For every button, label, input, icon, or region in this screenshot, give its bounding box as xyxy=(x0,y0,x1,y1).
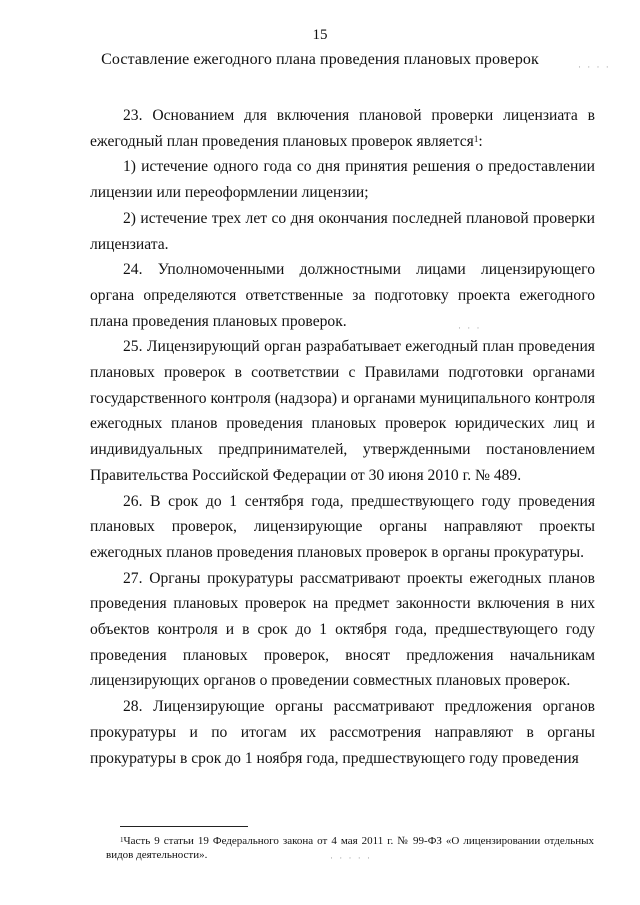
paragraph-item-2: 2) истечение трех лет со дня окончания последней плановой проверки лицензиата. xyxy=(90,209,595,253)
paragraph-tail: : xyxy=(478,132,483,150)
footnote-text: Часть 9 статьи 19 Федерального закона от 4 мая 2011 г. № 99-ФЗ «О лицензировании отдельных видов деятельности». xyxy=(106,835,594,861)
footnote-reference: 1 xyxy=(473,133,479,144)
document-body xyxy=(90,103,595,771)
page-number: 15 xyxy=(312,27,328,43)
paragraph-item-1: 1) истечение одного года со дня принятия решения о предоставлении лицензии или переоформлении лицензии; xyxy=(90,158,595,202)
paragraph-25: 25. Лицензирующий орган разрабатывает ежегодный план проведения плановых проверок в соответствии с Правилами подготовки органами государственного контроля (надзора) и органами муниципального контроля ежегодных планов проведения плановых проверок юридических лиц и индивидуальных предпринимателей, утвержденными постановлением Правительства Российской Федерации от 30 июня 2010 г. № 489. xyxy=(90,338,595,484)
paragraph-text: 23. Основанием для включения плановой проверки лицензиата в ежегодный план проведения плановых проверок является xyxy=(90,107,595,150)
footnote-separator xyxy=(120,826,248,827)
paragraph-24: 24. Уполномоченными должностными лицами лицензирующего органа определяются ответственные за подготовку проекта ежегодного плана проведения плановых проверок. xyxy=(90,261,595,330)
paragraph-28: 28. Лицензирующие органы рассматривают предложения органов прокуратуры и по итогам их рассмотрения направляют в органы прокуратуры в срок до 1 ноября года, предшествующего году проведения xyxy=(90,698,595,767)
paragraph-27: 27. Органы прокуратуры рассматривают проекты ежегодных планов проведения плановых проверок на предмет законности включения в них объектов контроля и в срок до 1 октября года, предшествующего году проведения плановых проверок, вносят предложения начальникам лицензирующих органов о проведении совместных плановых проверок. xyxy=(90,569,595,690)
section-title: Составление ежегодного плана проведения плановых проверок xyxy=(101,51,539,68)
scan-noise: · · · xyxy=(458,323,482,333)
scan-noise: · · · · · xyxy=(330,853,372,863)
paragraph-23 xyxy=(90,103,595,154)
footnote-marker: 1 xyxy=(120,836,124,844)
paragraph-26: 26. В срок до 1 сентября года, предшествующего году проведения плановых проверок, лицензирующие органы направляют проекты ежегодных планов проведения плановых проверок в органы прокуратуры. xyxy=(90,492,595,561)
scan-noise: · · · · xyxy=(578,62,611,72)
